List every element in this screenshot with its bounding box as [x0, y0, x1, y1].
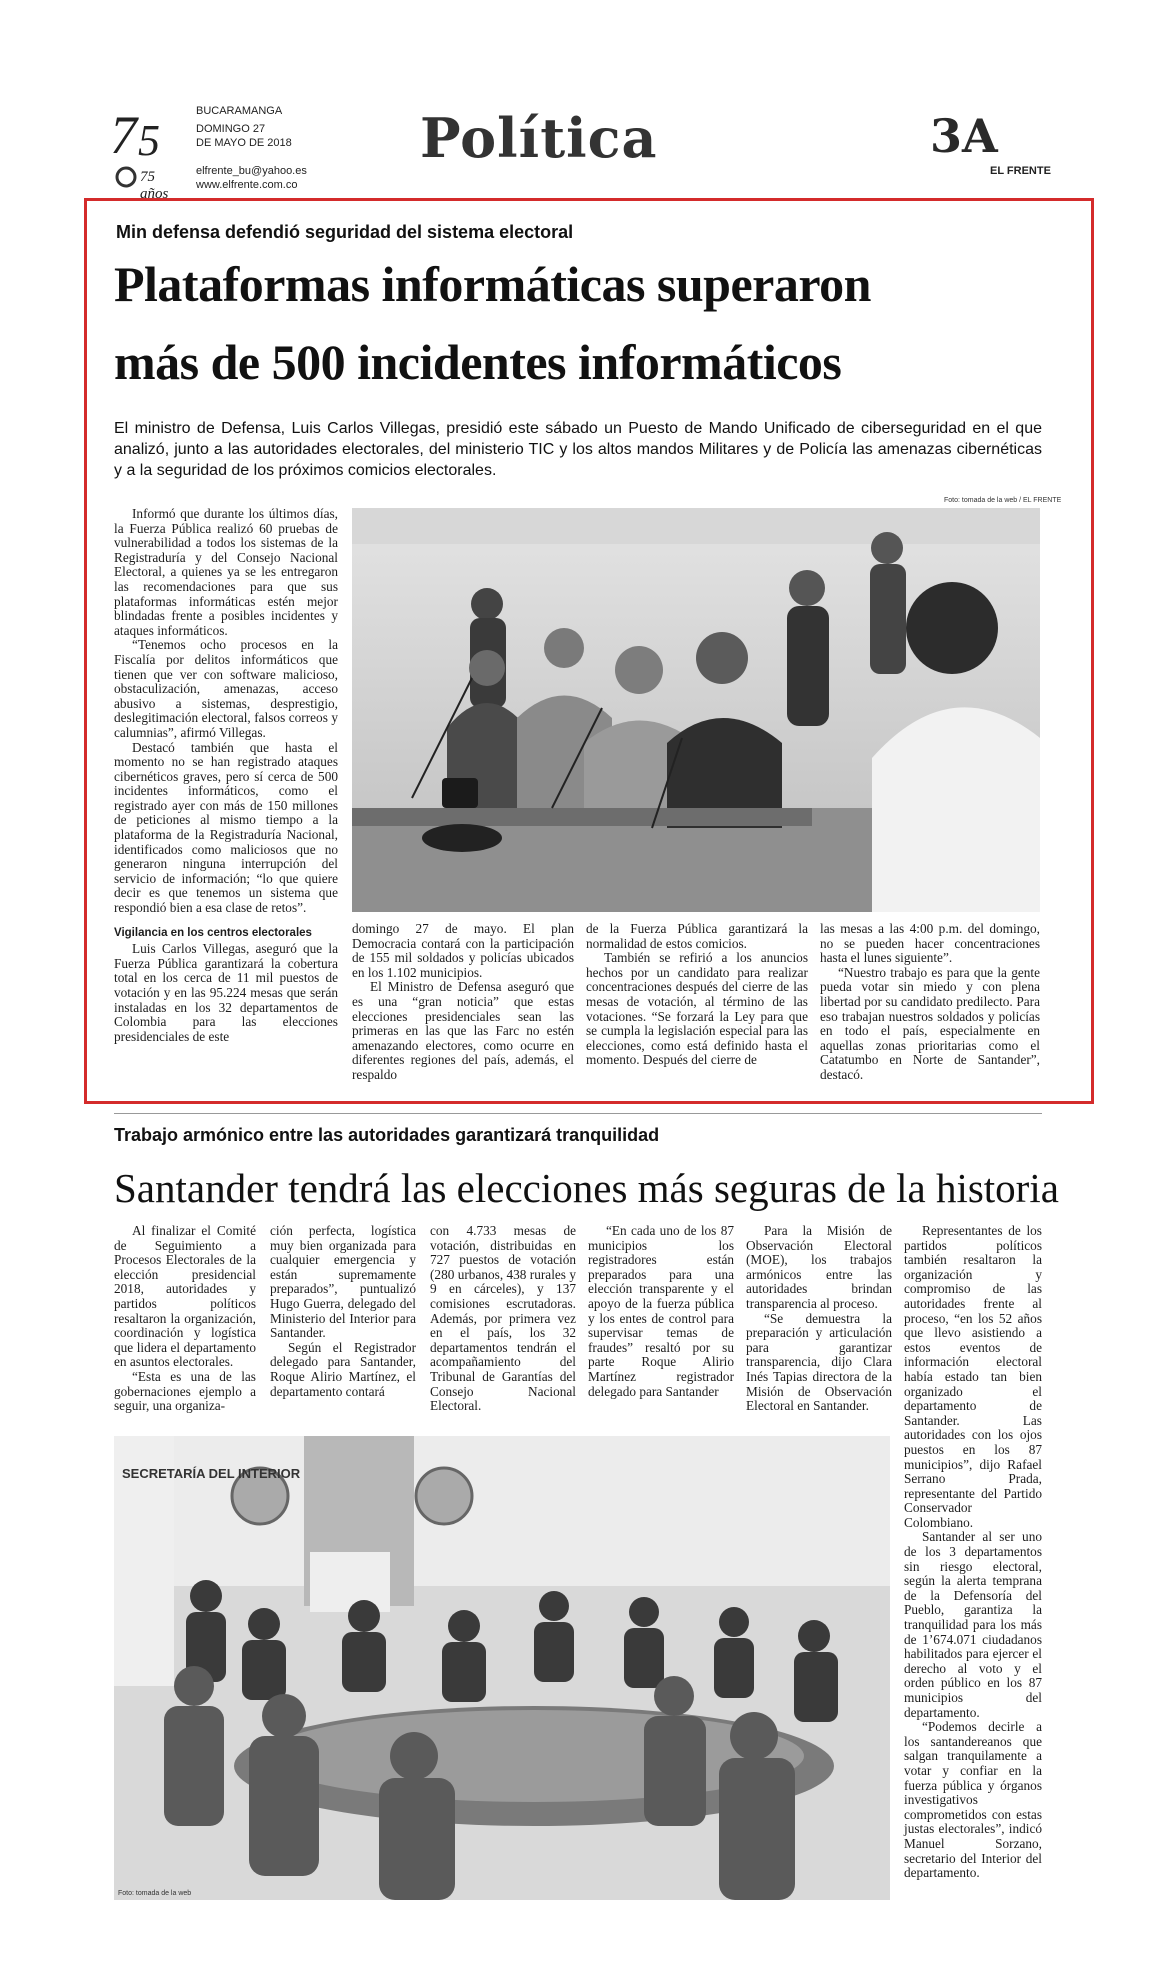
article2-kicker: Trabajo armónico entre las autoridades garantizará tranquilidad	[114, 1125, 660, 1145]
paragraph: “Se demuestra la preparación y articulación para garantizar transparencia, dijo Clara Inés Tapias directora de la Misión de Observación Electoral en Santander.	[746, 1310, 892, 1414]
paragraph: las mesas a las 4:00 p.m. del domingo, no se pueden hacer concentraciones hasta el lunes siguiente”.	[820, 921, 1040, 966]
article2-photo	[114, 1436, 890, 1900]
email: elfrente_bu@yahoo.es	[196, 165, 307, 177]
paragraph: “Tenemos ocho procesos en la Fiscalía por delitos informáticos que tienen que ver con software malicioso, obstaculización, amenazas, acceso abusivo a sistemas, desprestigio, deslegitimación electoral, falsos correos y calumnias”, afirmó Villegas.	[114, 637, 338, 740]
logo-text: 75 años	[140, 169, 169, 202]
paragraph: domingo 27 de mayo. El plan Democracia contará con la participación de 155 mil soldados y policías ubicados en los 1.102 municipios.	[352, 921, 574, 980]
svg-text:5: 5	[138, 116, 160, 165]
paragraph: con 4.733 mesas de votación, distribuidas en 727 puestos de votación (280 urbanos, 438 rurales y 9 en cárceles), y 137 comisiones escrutadoras. Además, por primera vez en el país, los 32 departamentos tendrán el acompañamiento del Tribunal de Garantías del Consejo Nacional Electoral.	[430, 1223, 576, 1414]
article2-column-2	[270, 1224, 416, 1399]
date-day: DOMINGO 27	[196, 123, 266, 135]
article2-column-5	[746, 1224, 892, 1414]
masthead-info	[196, 104, 307, 192]
article1-headline-line2: más de 500 incidentes informáticos	[114, 334, 842, 390]
paragraph: “Esta es una de las gobernaciones ejemplo a seguir, una organiza-	[114, 1368, 256, 1414]
section-title: Política	[420, 106, 658, 170]
page-number: 3A	[930, 109, 998, 163]
article2-headline: Santander tendrá las elecciones más seguras de la historia	[114, 1165, 1059, 1211]
svg-text:7: 7	[110, 105, 137, 165]
paragraph: Representantes de los partidos políticos también resaltaron la organización y compromiso de las autoridades frente al proceso, “en los 52 años que llevo asistiendo a estos eventos de información electoral había estado tan bien organizado el departamento de Santander. Las autoridades con los ojos puestos en los 87 municipios”, dijo Rafael Serrano Prada, representante del Partido Conservador Colombiano.	[904, 1223, 1042, 1530]
anniversary-logo	[108, 103, 184, 202]
article1-subheading: Vigilancia en los centros electorales	[114, 926, 312, 939]
paragraph: “Podemos decirle a los santandereanos que salgan tranquilamente a votar y confiar en la fuerza pública y órganos investigativos comprometidos con estas justas electorales”, indicó Manuel Sorzano, secretario del Interior del departamento.	[904, 1719, 1042, 1881]
paragraph: Informó que durante los últimos días, la Fuerza Pública realizó 60 pruebas de vulnerabilidad a todos los sistemas de la Registraduría y del Consejo Nacional Electoral, a quienes ya se les entregaron las recomendaciones para que sus plataformas informáticas estén mejor blindadas frente a posibles incidentes y ataques informáticos.	[114, 506, 338, 638]
article1-column-2	[352, 922, 574, 1083]
paragraph: Al finalizar el Comité de Seguimiento a Procesos Electorales de la elección presidencial 2018, autoridades y partidos políticos resaltaron la organización, coordinación y logística que lidera el departamento en asuntos electorales.	[114, 1223, 256, 1370]
article2-photo-credit: Foto: tomada de la web	[118, 1890, 192, 1897]
photo-banner: SECRETARÍA DEL INTERIOR	[122, 1466, 301, 1481]
paragraph: Destacó también que hasta el momento no se han registrado ataques cibernéticos graves, pero sí cerca de 500 incidentes informáticos, como el registrado ayer con más de 150 millones de peticiones al mismo tiempo a la plataforma de la Registraduría Nacional, identificados como maliciosos que no generaron ninguna interrupción del servicio de información; “lo que quiere decir es que tenemos un sistema que respondió bien a esa clase de retos”.	[114, 739, 338, 916]
paragraph: Santander al ser uno de los 3 departamentos sin riesgo electoral, según la alerta temprana de la Defensoría del Pueblo, garantiza la tranquilidad para los más de 1’674.071 ciudadanos habilitados para ejercer el derecho al voto y el orden público en los 87 municipios del departamento.	[904, 1529, 1042, 1720]
article2-column-6	[904, 1224, 1042, 1881]
article1-column-4	[820, 922, 1040, 1083]
article1-lead: El ministro de Defensa, Luis Carlos Villegas, presidió este sábado un Puesto de Mando Unificado de ciberseguridad en el que analizó, junto a las autoridades electorales, del ministerio TIC y los altos mandos Militares y de Policía las amenazas cibernéticas y a la seguridad de los próximos comicios electorales.	[114, 420, 1042, 479]
divider	[114, 1113, 1042, 1114]
website: www.elfrente.com.co	[196, 179, 298, 191]
paragraph: También se refirió a los anuncios hechos por un candidato para realizar concentraciones después del cierre de las mesas de votación, al término de las votaciones. “Se forzará la Ley para que se cumpla la legislación especial para las elecciones, como está definido hasta el momento. Después del cierre de	[586, 950, 808, 1068]
paragraph: “Nuestro trabajo es para que la gente pueda votar sin miedo y con plena libertad por su candidato predilecto. Para eso trabajan nuestros soldados y policías en todo el país, especialmente en aquellas zonas prioritarias como el Catatumbo en Norte de Santander”, destacó.	[820, 964, 1040, 1082]
paragraph: Según el Registrador delegado para Santander, Roque Alirio Martínez, el departamento contará	[270, 1339, 416, 1399]
article1-column-1	[114, 507, 338, 1044]
article1-photo-credit: Foto: tomada de la web / EL FRENTE	[944, 497, 1062, 504]
paragraph: “En cada uno de los 87 municipios los registradores están preparados para una elección transparente y el apoyo de la fuerza pública y los entes de control para supervisar temas de fraudes” resaltó por su parte Roque Alirio Martínez registrador delegado para Santander	[588, 1223, 734, 1399]
article2-column-4	[588, 1224, 734, 1399]
article2-column-1	[114, 1224, 256, 1414]
page-brand: EL FRENTE	[990, 165, 1051, 177]
paragraph: Luis Carlos Villegas, aseguró que la Fuerza Pública garantizará la cobertura total en los cerca de 11 mil puestos de votación y en las 95.224 mesas que serán instaladas en los 32 departamentos de Colombia para las elecciones presidenciales de este	[114, 941, 338, 1044]
paragraph: Para la Misión de Observación Electoral (MOE), los trabajos armónicos entre las autoridades brindan transparencia al proceso.	[746, 1223, 892, 1311]
date: DE MAYO DE 2018	[196, 137, 292, 149]
article1-headline-line1: Plataformas informáticas superaron	[114, 256, 871, 312]
article1-column-3	[586, 922, 808, 1068]
paragraph: El Ministro de Defensa aseguró que es una “gran noticia” que estas elecciones presidenciales sean las primeras en las que las Farc no estén amenazando electores, como ocurre en diferentes regiones del país, además, el respaldo	[352, 979, 574, 1082]
article1-photo	[352, 508, 1040, 912]
paragraph: ción perfecta, logística muy bien organizada para cualquier emergencia y están supremamente preparados”, puntualizó Hugo Guerra, delegado del Ministerio del Interior para Santander.	[270, 1223, 416, 1341]
paragraph: de la Fuerza Pública garantizará la normalidad de estos comicios.	[586, 921, 808, 951]
article2-column-3	[430, 1224, 576, 1414]
article1-kicker: Min defensa defendió seguridad del sistema electoral	[116, 222, 574, 242]
city: BUCARAMANGA	[196, 105, 283, 117]
